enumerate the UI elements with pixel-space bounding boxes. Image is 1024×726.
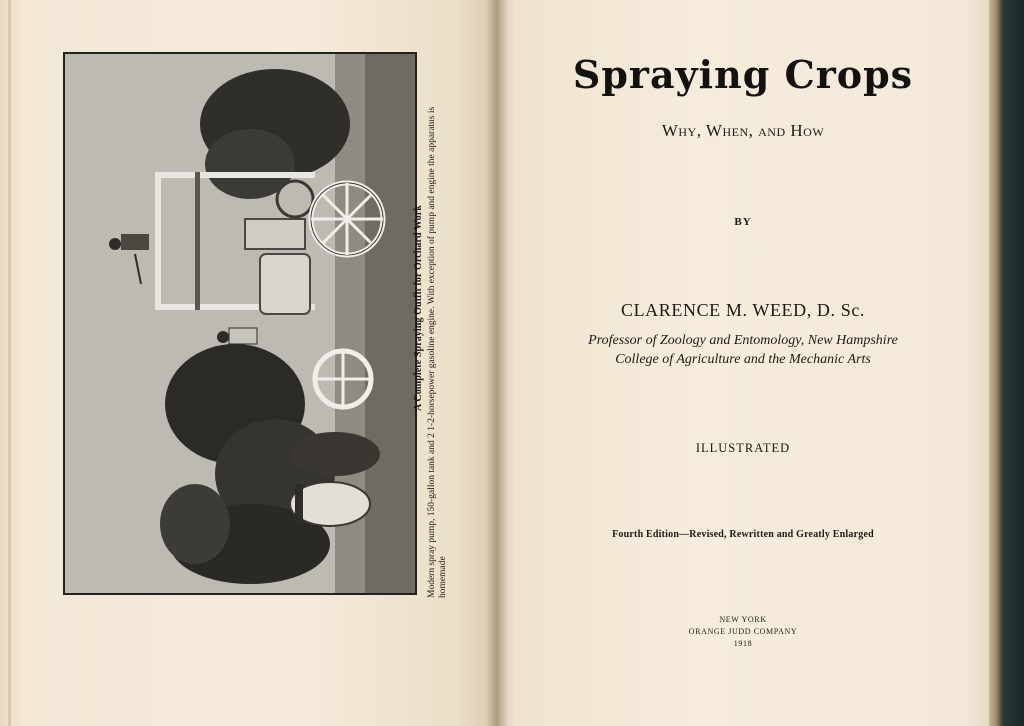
title-page	[497, 0, 989, 726]
affiliation-line-2: College of Agriculture and the Mechanic Arts	[615, 352, 871, 367]
frontispiece-caption	[413, 78, 449, 598]
imprint-year: 1918	[733, 639, 753, 648]
caption-title: A Complete Spraying Outfit for Orchard Work	[413, 205, 424, 411]
frontispiece-photo	[63, 52, 417, 595]
caption-body: Modern spray pump, 150-gallon tank and 2 1-2-horsepower gasoline engine. With exception of pump and engine the apparatus is homemade	[427, 106, 448, 598]
left-page	[0, 0, 497, 726]
book-gutter	[486, 0, 508, 726]
affiliation-line-1: Professor of Zoology and Entomology, New Hampshire	[588, 333, 898, 348]
book-title: Spraying Crops	[572, 52, 914, 97]
book-subtitle: Why, When, and How	[661, 121, 825, 140]
imprint-publisher: ORANGE JUDD COMPANY	[688, 627, 798, 636]
illustrated-label: ILLUSTRATED	[695, 441, 791, 455]
edition-statement: Fourth Edition—Revised, Rewritten and Greatly Enlarged	[612, 529, 874, 540]
author-affiliation	[497, 331, 989, 369]
by-line: BY	[734, 216, 752, 228]
imprint	[497, 614, 989, 650]
book-cover-edge	[989, 0, 1024, 726]
author-name: CLARENCE M. WEED, D. Sc.	[620, 300, 866, 320]
imprint-place: NEW YORK	[719, 615, 767, 624]
orchard-sprayer-illustration	[65, 54, 415, 593]
